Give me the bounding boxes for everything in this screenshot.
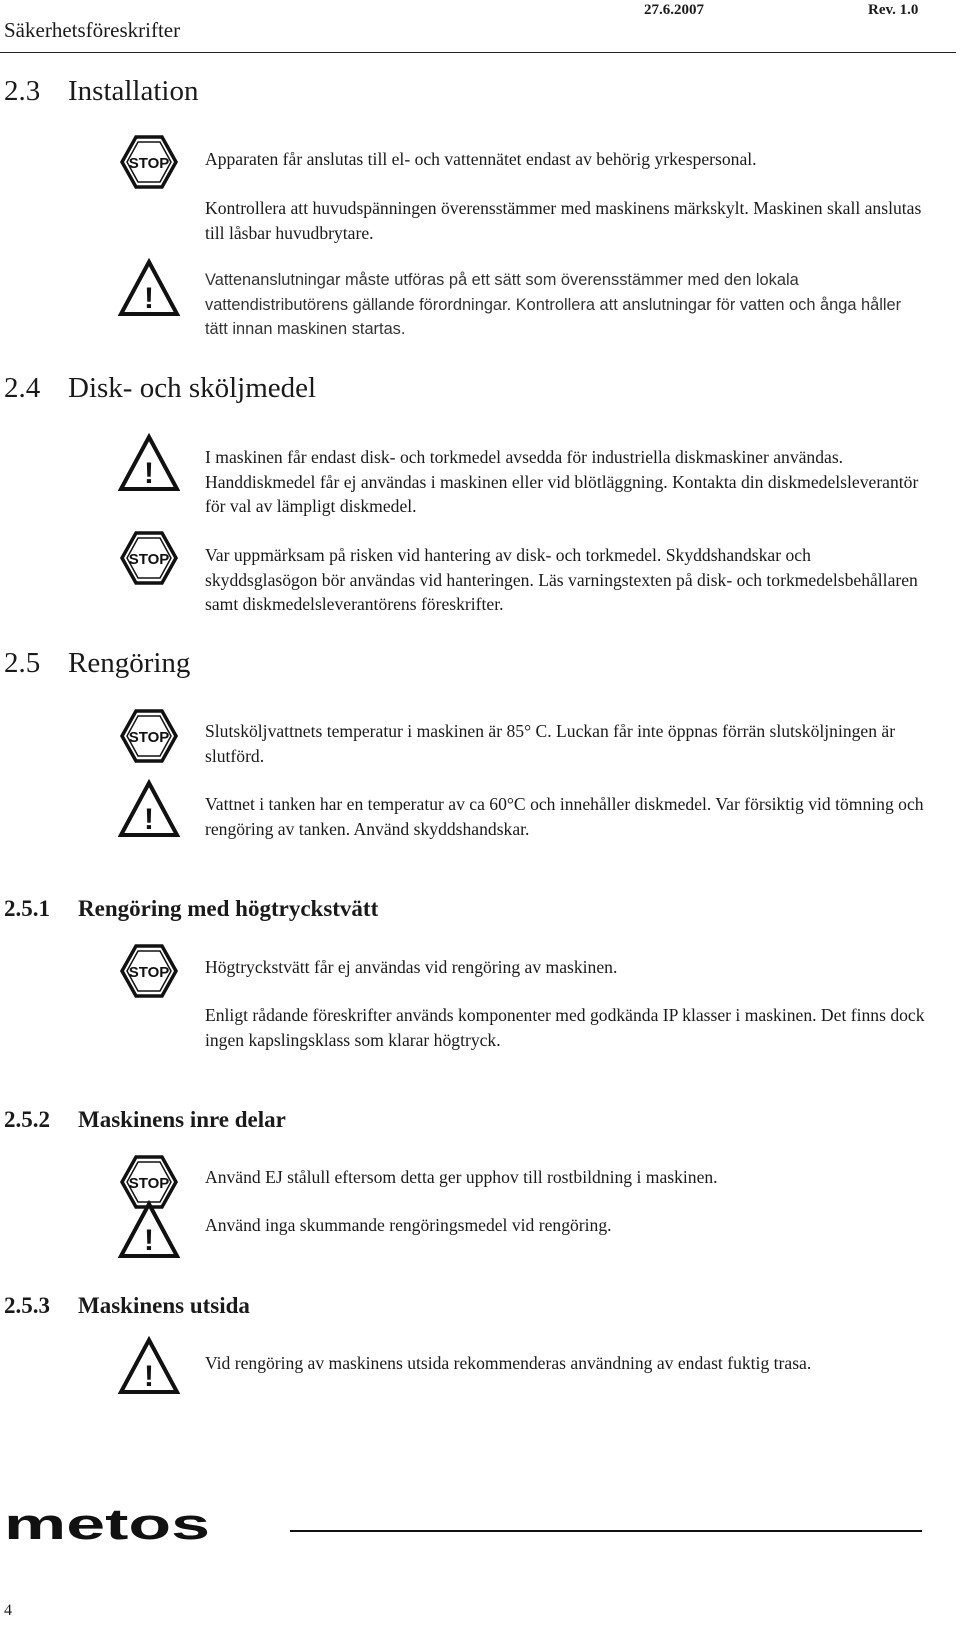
subsection-heading-pressure-washing <box>4 896 378 922</box>
svg-text:STOP: STOP <box>128 1175 170 1192</box>
stop-sign-icon <box>118 527 180 589</box>
subsection-heading-inner-parts <box>4 1107 286 1133</box>
document-title: Säkerhetsföreskrifter <box>4 18 181 42</box>
section-number: 2.4 <box>4 372 41 404</box>
warning-triangle-icon <box>118 433 180 495</box>
paragraph: Högtryckstvätt får ej användas vid rengöring av maskinen. <box>205 957 618 977</box>
warning-triangle-icon <box>118 779 180 841</box>
section-title: Rengöring med högtryckstvätt <box>78 896 379 921</box>
paragraph: Apparaten får anslutas till el- och vattennätet endast av behörig yrkespersonal. <box>205 149 757 169</box>
paragraph: I maskinen får endast disk- och torkmedel avsedda för industriella diskmaskiner användas. Handdiskmedel får ej användas i maskinen eller vid blötläggning. Kontakta din diskmedelsleverantör för val av lämpligt diskmedel. <box>205 447 919 516</box>
stop-sign-icon <box>118 705 180 767</box>
svg-text:metos: metos <box>4 1507 210 1547</box>
paragraph: Vid rengöring av maskinens utsida rekommenderas användning av endast fuktig trasa. <box>205 1353 812 1373</box>
section-heading-detergents <box>4 372 316 405</box>
svg-text:STOP: STOP <box>128 155 170 172</box>
paragraph: Använd inga skummande rengöringsmedel vid rengöring. <box>205 1215 612 1235</box>
warning-triangle-icon <box>118 258 180 320</box>
paragraph: Använd EJ stålull eftersom detta ger upphov till rostbildning i maskinen. <box>205 1167 718 1187</box>
svg-text:!: ! <box>144 1224 154 1257</box>
svg-text:STOP: STOP <box>128 551 170 568</box>
stop-sign-icon <box>118 131 180 193</box>
svg-text:!: ! <box>144 1360 154 1393</box>
metos-logo <box>4 1507 214 1552</box>
subsection-heading-exterior <box>4 1293 250 1319</box>
section-title: Disk- och sköljmedel <box>68 372 317 404</box>
section-number: 2.3 <box>4 75 41 107</box>
section-title: Maskinens utsida <box>78 1293 250 1318</box>
svg-text:!: ! <box>144 282 154 315</box>
paragraph: Kontrollera att huvudspänningen överensstämmer med maskinens märkskylt. Maskinen skall anslutas till låsbar huvudbrytare. <box>205 198 922 243</box>
section-number: 2.5.3 <box>4 1293 50 1318</box>
document-revision: Rev. 1.0 <box>868 2 919 18</box>
section-title: Rengöring <box>68 647 191 679</box>
svg-text:!: ! <box>144 803 154 836</box>
section-number: 2.5 <box>4 647 41 679</box>
svg-text:STOP: STOP <box>128 729 170 746</box>
svg-text:!: ! <box>144 457 154 490</box>
paragraph: Slutsköljvattnets temperatur i maskinen är 85° C. Luckan får inte öppnas förrän slutsköljningen är slutförd. <box>205 721 896 766</box>
section-heading-cleaning <box>4 647 190 680</box>
section-title: Installation <box>68 75 199 107</box>
section-title: Maskinens inre delar <box>78 1107 286 1132</box>
paragraph: Var uppmärksam på risken vid hantering av disk- och torkmedel. Skyddshandskar och skyddsglasögon bör användas vid hanteringen. Läs varningstexten på disk- och torkmedelsbehållaren samt diskmedelsleverantörens föreskrifter. <box>205 545 918 614</box>
page-number: 4 <box>4 1602 12 1619</box>
footer-divider <box>290 1530 922 1532</box>
svg-text:STOP: STOP <box>128 964 170 981</box>
section-number: 2.5.2 <box>4 1107 50 1132</box>
warning-triangle-icon <box>118 1336 180 1398</box>
section-heading-installation <box>4 75 198 108</box>
paragraph: Vattnet i tanken har en temperatur av ca 60°C och innehåller diskmedel. Var försiktig vid tömning och rengöring av tanken. Använd skyddshandskar. <box>205 794 924 839</box>
paragraph: Enligt rådande föreskrifter används komponenter med godkända IP klasser i maskinen. Det finns dock ingen kapslingsklass som klarar högtryck. <box>205 1005 925 1050</box>
paragraph: Vattenanslutningar måste utföras på ett sätt som överensstämmer med den lokala vattendistributörens gällande förordningar. Kontrollera att anslutningar för vatten och ånga håller tätt innan maskinen startas. <box>205 271 902 338</box>
section-number: 2.5.1 <box>4 896 50 921</box>
document-date: 27.6.2007 <box>644 2 704 18</box>
stop-sign-icon <box>118 940 180 1002</box>
header-divider <box>0 52 956 53</box>
warning-triangle-icon <box>118 1200 180 1262</box>
